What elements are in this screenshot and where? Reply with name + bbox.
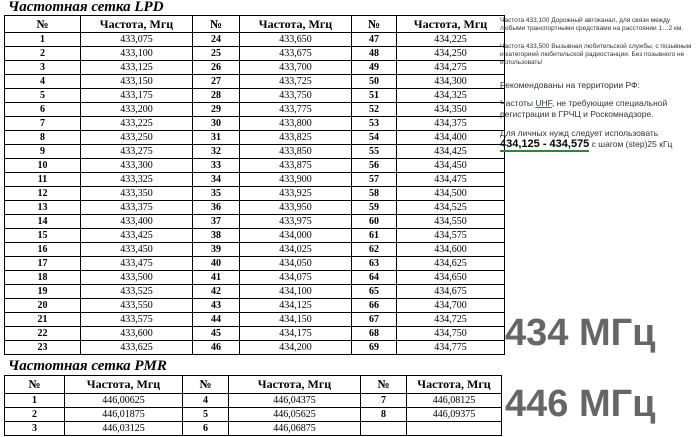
frequency-cell: 433,225 bbox=[81, 117, 193, 131]
column-header-number: № bbox=[352, 16, 397, 33]
frequency-cell: 433,450 bbox=[81, 243, 193, 257]
channel-number-cell: 12 bbox=[5, 187, 81, 201]
table-row bbox=[5, 131, 505, 145]
channel-number-cell: 39 bbox=[193, 243, 240, 257]
frequency-cell: 433,625 bbox=[81, 341, 193, 355]
channel-number-cell: 57 bbox=[352, 173, 397, 187]
recommended-heading: Рекомендованы на территории РФ: bbox=[500, 80, 640, 90]
frequency-cell: 433,850 bbox=[240, 145, 352, 159]
table-row bbox=[5, 117, 505, 131]
table-row bbox=[5, 257, 505, 271]
frequency-cell: 433,100 bbox=[81, 47, 193, 61]
frequency-cell: 433,275 bbox=[81, 145, 193, 159]
channel-number-cell: 8 bbox=[361, 408, 407, 422]
frequency-cell: 446,01875 bbox=[65, 408, 183, 422]
column-header-number: № bbox=[5, 376, 65, 394]
column-header-frequency: Частота, Мгц bbox=[240, 16, 352, 33]
channel-number-cell: 22 bbox=[5, 327, 81, 341]
frequency-cell: 434,175 bbox=[240, 327, 352, 341]
channel-number-cell: 41 bbox=[193, 271, 240, 285]
channel-number-cell: 30 bbox=[193, 117, 240, 131]
uhf-term: UHF bbox=[535, 98, 552, 108]
channel-number-cell: 3 bbox=[5, 61, 81, 75]
channel-number-cell: 69 bbox=[352, 341, 397, 355]
frequency-cell: 433,150 bbox=[81, 75, 193, 89]
frequency-cell: 433,575 bbox=[81, 313, 193, 327]
channel-number-cell bbox=[361, 422, 407, 436]
channel-number-cell: 20 bbox=[5, 299, 81, 313]
frequency-cell: 433,075 bbox=[81, 33, 193, 47]
channel-number-cell: 5 bbox=[183, 408, 229, 422]
channel-number-cell: 17 bbox=[5, 257, 81, 271]
channel-number-cell: 7 bbox=[5, 117, 81, 131]
frequency-cell: 433,750 bbox=[240, 89, 352, 103]
frequency-cell: 446,06875 bbox=[229, 422, 361, 436]
channel-number-cell: 40 bbox=[193, 257, 240, 271]
table-row bbox=[5, 159, 505, 173]
table-row bbox=[5, 243, 505, 257]
channel-number-cell: 13 bbox=[5, 201, 81, 215]
channel-number-cell: 42 bbox=[193, 285, 240, 299]
pmr-frequency-table bbox=[4, 375, 502, 436]
channel-number-cell: 51 bbox=[352, 89, 397, 103]
frequency-cell: 434,750 bbox=[397, 327, 505, 341]
frequency-cell: 434,675 bbox=[397, 285, 505, 299]
recommended-range: 434,125 - 434,575 bbox=[500, 138, 590, 150]
table-row bbox=[5, 145, 505, 159]
frequency-cell: 433,775 bbox=[240, 103, 352, 117]
column-header-number: № bbox=[5, 16, 81, 33]
personal-use-label: Для личных нужд следует использовать bbox=[500, 128, 659, 138]
table-row bbox=[5, 229, 505, 243]
frequency-cell: 446,03125 bbox=[65, 422, 183, 436]
frequency-cell: 434,500 bbox=[397, 187, 505, 201]
frequency-cell: 434,200 bbox=[240, 341, 352, 355]
lpd-band-label: 434 МГц bbox=[505, 312, 656, 354]
note-calling-channel: Частота 433,500 Вызывная любительской службы, с позывным и категорией любительской радиостанции. Без позывного не использовать! bbox=[500, 43, 692, 66]
frequency-cell: 434,400 bbox=[397, 131, 505, 145]
table-row bbox=[5, 299, 505, 313]
frequency-cell: 434,300 bbox=[397, 75, 505, 89]
frequency-cell: 433,900 bbox=[240, 173, 352, 187]
frequency-cell bbox=[407, 422, 502, 436]
table-row bbox=[5, 103, 505, 117]
frequency-cell: 434,725 bbox=[397, 313, 505, 327]
table-row bbox=[5, 327, 505, 341]
frequency-cell: 434,150 bbox=[240, 313, 352, 327]
channel-number-cell: 9 bbox=[5, 145, 81, 159]
frequency-cell: 434,450 bbox=[397, 159, 505, 173]
frequency-cell: 434,600 bbox=[397, 243, 505, 257]
channel-number-cell: 11 bbox=[5, 173, 81, 187]
table-row bbox=[5, 285, 505, 299]
table-row bbox=[5, 61, 505, 75]
channel-number-cell: 5 bbox=[5, 89, 81, 103]
channel-number-cell: 60 bbox=[352, 215, 397, 229]
channel-number-cell: 65 bbox=[352, 285, 397, 299]
frequency-cell: 434,100 bbox=[240, 285, 352, 299]
frequency-cell: 434,000 bbox=[240, 229, 352, 243]
frequency-cell: 433,325 bbox=[81, 173, 193, 187]
column-header-number: № bbox=[183, 376, 229, 394]
channel-number-cell: 4 bbox=[5, 75, 81, 89]
frequency-cell: 434,275 bbox=[397, 61, 505, 75]
channel-number-cell: 63 bbox=[352, 257, 397, 271]
channel-number-cell: 35 bbox=[193, 187, 240, 201]
channel-number-cell: 24 bbox=[193, 33, 240, 47]
frequency-cell: 434,225 bbox=[397, 33, 505, 47]
channel-number-cell: 8 bbox=[5, 131, 81, 145]
pmr-band-label: 446 МГц bbox=[505, 383, 656, 425]
table-row bbox=[5, 271, 505, 285]
frequency-cell: 433,475 bbox=[81, 257, 193, 271]
frequency-cell: 434,025 bbox=[240, 243, 352, 257]
table-row bbox=[5, 341, 505, 355]
frequency-cell: 433,350 bbox=[81, 187, 193, 201]
column-header-frequency: Частота, Мгц bbox=[229, 376, 361, 394]
frequency-cell: 433,925 bbox=[240, 187, 352, 201]
frequency-cell: 433,975 bbox=[240, 215, 352, 229]
table-row bbox=[5, 33, 505, 47]
table-row bbox=[5, 201, 505, 215]
table-row bbox=[5, 187, 505, 201]
column-header-number: № bbox=[193, 16, 240, 33]
channel-number-cell: 52 bbox=[352, 103, 397, 117]
frequency-cell: 446,00625 bbox=[65, 394, 183, 408]
frequency-cell: 433,700 bbox=[240, 61, 352, 75]
channel-number-cell: 31 bbox=[193, 131, 240, 145]
frequency-cell: 434,650 bbox=[397, 271, 505, 285]
channel-number-cell: 28 bbox=[193, 89, 240, 103]
channel-number-cell: 4 bbox=[183, 394, 229, 408]
frequency-cell: 434,550 bbox=[397, 215, 505, 229]
channel-number-cell: 64 bbox=[352, 271, 397, 285]
frequency-cell: 433,825 bbox=[240, 131, 352, 145]
frequency-cell: 434,250 bbox=[397, 47, 505, 61]
channel-number-cell: 3 bbox=[5, 422, 65, 436]
personal-use-note bbox=[500, 128, 696, 150]
column-header-frequency: Частота, Мгц bbox=[81, 16, 193, 33]
channel-number-cell: 47 bbox=[352, 33, 397, 47]
frequency-cell: 433,175 bbox=[81, 89, 193, 103]
channel-number-cell: 38 bbox=[193, 229, 240, 243]
pmr-title: Частотная сетка PMR bbox=[8, 358, 167, 374]
channel-number-cell: 43 bbox=[193, 299, 240, 313]
table-row bbox=[5, 394, 502, 408]
table-row bbox=[5, 408, 502, 422]
channel-number-cell: 6 bbox=[5, 103, 81, 117]
channel-number-cell: 49 bbox=[352, 61, 397, 75]
channel-number-cell: 25 bbox=[193, 47, 240, 61]
frequency-cell: 434,475 bbox=[397, 173, 505, 187]
table-row bbox=[5, 313, 505, 327]
channel-number-cell: 2 bbox=[5, 47, 81, 61]
channel-number-cell: 67 bbox=[352, 313, 397, 327]
table-row bbox=[5, 89, 505, 103]
channel-number-cell: 56 bbox=[352, 159, 397, 173]
channel-number-cell: 44 bbox=[193, 313, 240, 327]
frequency-cell: 433,500 bbox=[81, 271, 193, 285]
frequency-cell: 433,125 bbox=[81, 61, 193, 75]
channel-number-cell: 18 bbox=[5, 271, 81, 285]
frequency-cell: 434,325 bbox=[397, 89, 505, 103]
frequency-cell: 446,05625 bbox=[229, 408, 361, 422]
frequency-cell: 433,250 bbox=[81, 131, 193, 145]
frequency-cell: 434,425 bbox=[397, 145, 505, 159]
channel-number-cell: 21 bbox=[5, 313, 81, 327]
channel-number-cell: 6 bbox=[183, 422, 229, 436]
channel-number-cell: 33 bbox=[193, 159, 240, 173]
uhf-prefix: Частоты bbox=[500, 98, 536, 108]
lpd-frequency-table bbox=[4, 15, 505, 355]
lpd-title: Частотная сетка LPD bbox=[8, 0, 164, 15]
channel-number-cell: 1 bbox=[5, 394, 65, 408]
channel-number-cell: 34 bbox=[193, 173, 240, 187]
frequency-cell: 433,725 bbox=[240, 75, 352, 89]
frequency-cell: 433,400 bbox=[81, 215, 193, 229]
channel-number-cell: 29 bbox=[193, 103, 240, 117]
channel-number-cell: 66 bbox=[352, 299, 397, 313]
step-note: с шагом (step)25 кГц bbox=[589, 139, 673, 149]
column-header-number: № bbox=[361, 376, 407, 394]
channel-number-cell: 45 bbox=[193, 327, 240, 341]
frequency-cell: 446,09375 bbox=[407, 408, 502, 422]
channel-number-cell: 46 bbox=[193, 341, 240, 355]
channel-number-cell: 1 bbox=[5, 33, 81, 47]
channel-number-cell: 26 bbox=[193, 61, 240, 75]
frequency-cell: 434,775 bbox=[397, 341, 505, 355]
frequency-cell: 434,050 bbox=[240, 257, 352, 271]
frequency-cell: 433,200 bbox=[81, 103, 193, 117]
channel-number-cell: 7 bbox=[361, 394, 407, 408]
channel-number-cell: 58 bbox=[352, 187, 397, 201]
frequency-cell: 434,525 bbox=[397, 201, 505, 215]
frequency-cell: 433,875 bbox=[240, 159, 352, 173]
table-header-row bbox=[5, 376, 502, 394]
channel-number-cell: 50 bbox=[352, 75, 397, 89]
frequency-cell: 434,075 bbox=[240, 271, 352, 285]
channel-number-cell: 62 bbox=[352, 243, 397, 257]
recommended-range-wrap bbox=[500, 139, 589, 152]
channel-number-cell: 48 bbox=[352, 47, 397, 61]
frequency-cell: 433,675 bbox=[240, 47, 352, 61]
channel-number-cell: 2 bbox=[5, 408, 65, 422]
channel-number-cell: 59 bbox=[352, 201, 397, 215]
table-row bbox=[5, 75, 505, 89]
column-header-frequency: Частота, Мгц bbox=[397, 16, 505, 33]
frequency-cell: 433,950 bbox=[240, 201, 352, 215]
channel-number-cell: 32 bbox=[193, 145, 240, 159]
table-row bbox=[5, 173, 505, 187]
uhf-note bbox=[500, 98, 696, 120]
frequency-cell: 446,08125 bbox=[407, 394, 502, 408]
column-header-frequency: Частота, Мгц bbox=[65, 376, 183, 394]
channel-number-cell: 37 bbox=[193, 215, 240, 229]
column-header-frequency: Частота, Мгц bbox=[407, 376, 502, 394]
channel-number-cell: 10 bbox=[5, 159, 81, 173]
channel-number-cell: 23 bbox=[5, 341, 81, 355]
channel-number-cell: 14 bbox=[5, 215, 81, 229]
channel-number-cell: 36 bbox=[193, 201, 240, 215]
frequency-cell: 433,375 bbox=[81, 201, 193, 215]
table-header-row bbox=[5, 16, 505, 33]
frequency-cell: 434,625 bbox=[397, 257, 505, 271]
channel-number-cell: 16 bbox=[5, 243, 81, 257]
frequency-cell: 434,375 bbox=[397, 117, 505, 131]
table-row bbox=[5, 422, 502, 436]
frequency-cell: 433,650 bbox=[240, 33, 352, 47]
frequency-cell: 433,425 bbox=[81, 229, 193, 243]
frequency-cell: 434,575 bbox=[397, 229, 505, 243]
table-row bbox=[5, 47, 505, 61]
channel-number-cell: 55 bbox=[352, 145, 397, 159]
frequency-cell: 433,525 bbox=[81, 285, 193, 299]
channel-number-cell: 68 bbox=[352, 327, 397, 341]
channel-number-cell: 27 bbox=[193, 75, 240, 89]
uhf-suffix: , не требующие специальной регистрации в ГРЧЦ и Роскомнадзоре. bbox=[500, 98, 668, 119]
frequency-cell: 434,350 bbox=[397, 103, 505, 117]
frequency-cell: 434,125 bbox=[240, 299, 352, 313]
note-road-channel: Частота 433,100 Дорожный автоканал, для связи между любыми транспортными средствами на расстоянии 1…2 км. bbox=[500, 17, 684, 32]
frequency-cell: 433,800 bbox=[240, 117, 352, 131]
channel-number-cell: 61 bbox=[352, 229, 397, 243]
channel-number-cell: 53 bbox=[352, 117, 397, 131]
frequency-cell: 446,04375 bbox=[229, 394, 361, 408]
channel-number-cell: 15 bbox=[5, 229, 81, 243]
table-row bbox=[5, 215, 505, 229]
frequency-cell: 433,600 bbox=[81, 327, 193, 341]
channel-number-cell: 54 bbox=[352, 131, 397, 145]
channel-number-cell: 19 bbox=[5, 285, 81, 299]
frequency-cell: 433,300 bbox=[81, 159, 193, 173]
frequency-cell: 434,700 bbox=[397, 299, 505, 313]
frequency-cell: 433,550 bbox=[81, 299, 193, 313]
